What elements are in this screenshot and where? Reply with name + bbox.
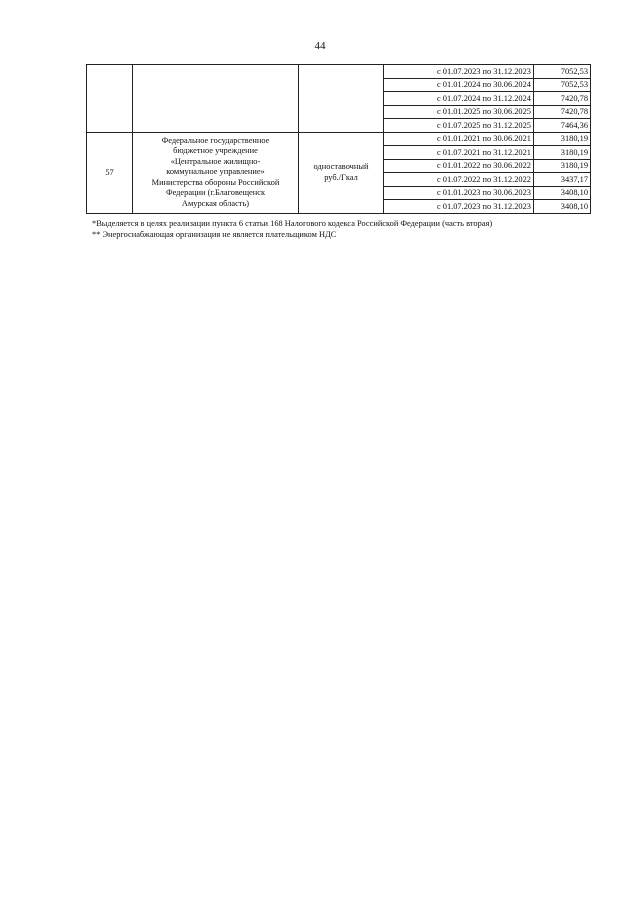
organization-line: бюджетное учреждение bbox=[173, 146, 258, 156]
period-cell: с 01.01.2022 по 30.06.2022 bbox=[384, 159, 534, 173]
table-row bbox=[87, 65, 591, 79]
organization-line: Амурская область) bbox=[181, 198, 250, 208]
footnotes bbox=[92, 219, 492, 241]
footnote-vat-allocation: *Выделяется в целях реализации пункта 6 статьи 168 Налогового кодекса Российской Федерации (часть вторая) bbox=[92, 219, 493, 228]
value-cell: 7420,78 bbox=[534, 92, 591, 106]
page-number: 44 bbox=[314, 40, 326, 52]
period-cell: с 01.01.2024 по 30.06.2024 bbox=[384, 78, 534, 92]
value-cell: 3408,10 bbox=[534, 200, 591, 214]
value-cell: 7052,53 bbox=[534, 78, 591, 92]
value-cell: 3408,10 bbox=[534, 186, 591, 200]
period-cell: с 01.07.2025 по 31.12.2025 bbox=[384, 119, 534, 133]
value-cell: 3180,19 bbox=[534, 146, 591, 160]
value-cell: 7052,53 bbox=[534, 65, 591, 79]
value-cell: 7464,36 bbox=[534, 119, 591, 133]
organization-line: коммунальное управление» bbox=[166, 167, 265, 177]
organization-line: Федерации (г.Благовещенск bbox=[165, 188, 266, 198]
period-cell: с 01.07.2024 по 31.12.2024 bbox=[384, 92, 534, 106]
organization-name bbox=[133, 132, 299, 213]
continued-rate-cell bbox=[299, 65, 384, 133]
period-cell: с 01.07.2021 по 31.12.2021 bbox=[384, 146, 534, 160]
continued-organization-cell bbox=[133, 65, 299, 133]
organization-line: Министерства обороны Российской bbox=[151, 177, 280, 187]
rate-type: одноставочный bbox=[313, 161, 369, 171]
period-cell: с 01.07.2023 по 31.12.2023 bbox=[384, 65, 534, 79]
value-cell: 3180,19 bbox=[534, 159, 591, 173]
entry-number: 57 bbox=[87, 132, 133, 213]
period-cell: с 01.01.2023 по 30.06.2023 bbox=[384, 186, 534, 200]
table-row bbox=[87, 132, 591, 146]
rate-cell bbox=[299, 132, 384, 213]
value-cell: 3180,19 bbox=[534, 132, 591, 146]
organization-line: «Центральное жилищно- bbox=[170, 156, 261, 166]
value-cell: 3437,17 bbox=[534, 173, 591, 187]
period-cell: с 01.01.2025 по 30.06.2025 bbox=[384, 105, 534, 119]
period-cell: с 01.01.2021 по 30.06.2021 bbox=[384, 132, 534, 146]
tariff-table bbox=[86, 64, 591, 214]
continued-number-cell bbox=[87, 65, 133, 133]
footnote-vat-exempt: ** Энергоснабжающая организация не является плательщиком НДС bbox=[92, 229, 337, 239]
period-cell: с 01.07.2023 по 31.12.2023 bbox=[384, 200, 534, 214]
value-cell: 7420,78 bbox=[534, 105, 591, 119]
period-cell: с 01.07.2022 по 31.12.2022 bbox=[384, 173, 534, 187]
rate-unit: руб./Гкал bbox=[324, 172, 358, 182]
organization-line: Федеральное государственное bbox=[161, 135, 270, 145]
